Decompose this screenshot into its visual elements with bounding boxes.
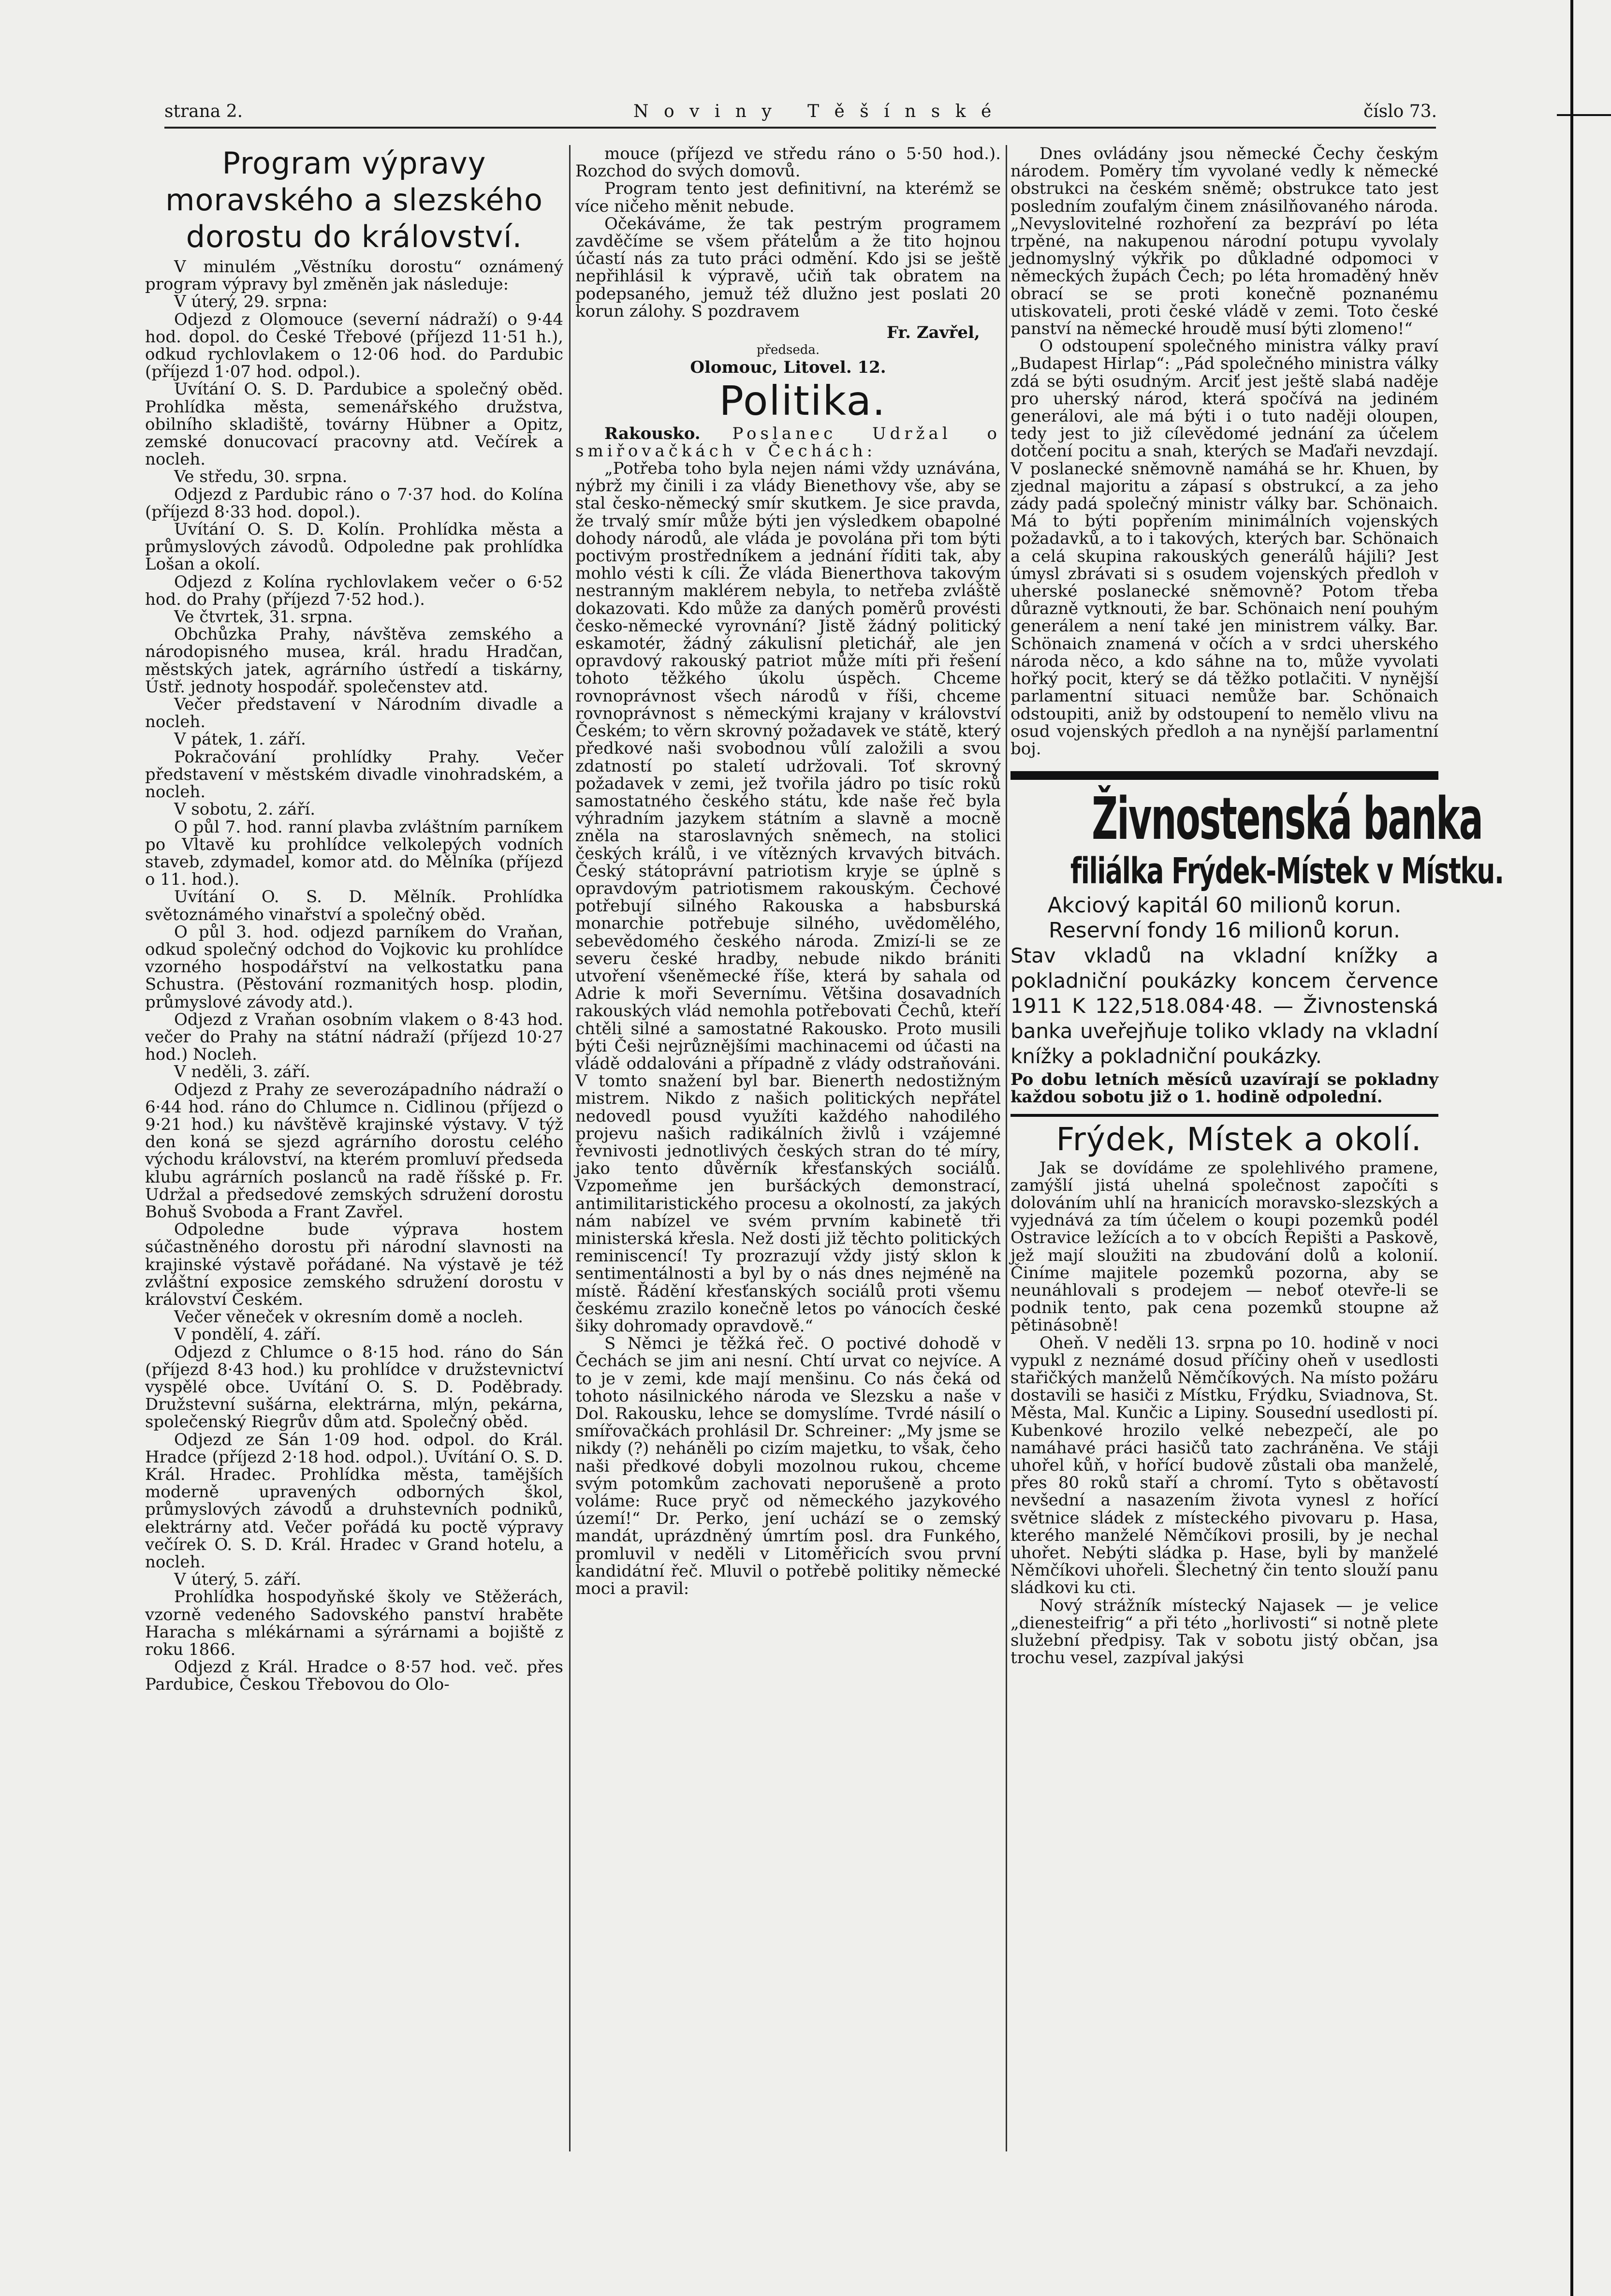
program-paragraph: Odjezd z Kolína rychlovlakem večer o 6·52 hod. do Prahy (příjezd 7·52 hod.). [145, 572, 563, 609]
program-paragraph: mouce (příjezd ve středu ráno o 5·50 hod.). Rozchod do svých domovů. [575, 144, 1001, 181]
program-paragraph: Uvítání O. S. D. Mělník. Prohlídka světoznámého vinařství a společný oběd. [145, 887, 563, 924]
page-number: strana 2. [164, 102, 243, 121]
program-paragraph: V úterý, 5. září. [174, 1570, 301, 1590]
section-title-frydek: Frýdek, Místek a okolí. [1056, 1120, 1422, 1158]
politika-body [575, 460, 1001, 1597]
program-paragraph: Ve čtvrtek, 31. srpna. [174, 607, 353, 627]
column-1 [145, 145, 563, 1694]
program-paragraph: V pátek, 1. září. [174, 730, 306, 749]
header-rule [164, 127, 1436, 129]
column-rule-2 [1006, 145, 1007, 2151]
politika-paragraph: „Potřeba toho byla nejen námi vždy uznávána, nýbrž my činili i za vlády Bienethovy vše, aby se stal česko-německý smír skutkem. Je sice pravda, že trvalý smír může býti jen výsledkem obapolné dohody národů, ale vláda je povolána při tom býti poctivým prostředníkem a jednání říditi tak, aby mohlo vésti k cíli. Že vláda Bienerthova takovým nestranným maklérem nebyla, to netřeba zvláště dokazovati. Kdo může za daných poměrů provésti česko-německé vyrovnání? Jistě žádný politický eskamotér, žádný zákulisní pletichář, ale jen opravdový rakouský patriot může míti při řešení tohoto těžkého úkolu úspěch. Chceme rovnoprávnost všech národů v říši, chceme rovnoprávnost s německými krajany v království Českém; to věrn skrovný požadavek ve státě, který předkové naši svobodnou vůlí založili a svou zdatností po staletí udržovali. Toť skrovný požadavek v zemi, jež tvořila jádro po tisíc roků samostatného českého státu, kde naše řeč byla výhradním jazykem státním a slavně a mocně zněla na staroslavných sněmech, na stolici českých králů, i ve vítězných krvavých bitvách. Český státoprávní patriotism kryje se úplně s opravdovým patriotismem rakouským. Čechové potřebují silného Rakouska a habsburská monarchie potřebuje silného, uvědomělého, sebevědomého českého národa. Zmizí-li se ze severu české hradby, nebude nikdo brániti utvoření všeněmecké říše, která by sahala od Adrie k moři Severnímu. Většina dosavadních rakouských vlád nemohla potřebovati Čechů, kteří chtěli silné a samostatné Rakousko. Proto musili býti Češi nejrůznějšími machinacemi od účasti na vládě oddalováni a případně z vlády odstraňováni. V tomto snažení byl bar. Bienerth nedostižným mistrem. Nikdo z našich politických nepřátel nedovedl pousd využíti každého nahodilého projevu našich radikálních živlů i vzájemné řevnivosti jednotlivých českých stran do té míry, jako tento důvěrník křesťanských sociálů. Vzpomeňme jen buršáckých demonstrací, antimilitaristického procesu a okolností, za jakých nám nabízel ve svém prvním kabinetě tři ministerská křesla. Než dosti již těchto politických reminiscencí! Ty prozrazují vždy jistý sklon k sentimentálnosti a byl by o nás dnes nejméně na místě. Řádění křesťanských sociálů proti všemu českému zrazilo konečně letos po vánocích české šiky dohromady opravdově.“ [575, 459, 1001, 1336]
program-paragraph: Odjezd z Chlumce o 8·15 hod. ráno do Sán (příjezd 8·43 hod.) ku prohlídce v družstevnictví vyspělé obce. Uvítání O. S. D. Poděbrady. Družstevní sušárna, elektrárna, mlýn, pekárna, společenský Riegrův dům atd. Společný oběd. [145, 1342, 563, 1432]
page-edge-bar [1570, 0, 1573, 2296]
program-paragraph: V sobotu, 2. září. [174, 800, 316, 819]
bank-deposits: Stav vkladů na vkladní knížky a pokladniční poukázky koncem července 1911 K 122,518.084·48. — Živnostenská banka uveřejňuje toliko vklady na vkladní knížky a pokladniční poukázky. [1011, 944, 1438, 1068]
frydek-paragraph: Oheň. V neděli 13. srpna po 10. hodině v noci vypukl z neznámé dosud příčiny oheň v usedlosti stařičkých manželů Němčíkových. Na místo požáru dostavili se hasiči z Místku, Frýdku, Sviadnova, St. Města, Mal. Kunčic a Lipiny. Sousední usedlosti pí. Kubenkové hrozilo velké nebezpečí, ale po namáhavé práci hasičů tato zachráněna. Ve stáji uhořel kůň, v hořící budově zůstali oba manželé, přes 80 roků staří a chromí. Tyto s obětavostí nevšední a nasazením života vynesl z hořící světnice sládek z místeckého pivovaru p. Hasa, kterého manželé Němčíkovi prosili, by je nechal uhořet. Nebýti sládka p. Hase, byli by manželé Němčíkovi uhořeli. Šlechetný čin tento slouží panu sládkovi ku cti. [1011, 1333, 1438, 1598]
bank-reserve: Reservní fondy 16 milionů korun. [1048, 918, 1400, 943]
program-paragraph: Odjezd z Prahy ze severozápadního nádraží o 6·44 hod. ráno do Chlumce n. Cidlinou (příjezd o 9·21 hod.) ku návštěvě krajinské výstavy. V týž den koná se sjezd agrárního dorostu celého východu království, na kterém promluví předseda klubu agrárních poslanců na radě říšské p. Fr. Udržal a předsedové zemských sdružení dorostu Bohuš Svoboda a Frant Zavřel. [145, 1080, 563, 1222]
program-paragraph: Pokračování prohlídky Prahy. Večer představení v městském divadle vinohradském, a nocleh. [145, 747, 563, 802]
program-paragraph: Večer představení v Národním divadle a nocleh. [145, 695, 563, 732]
section-title-politika: Politika. [719, 377, 886, 424]
bank-advertisement [1011, 771, 1504, 1116]
program-paragraph: V neděli, 3. září. [174, 1062, 310, 1082]
program-paragraph: Uvítání O. S. D. Pardubice a společný oběd. Prohlídka města, semenářského družstva, obilního skladiště, továrny Hübner a Opitz, zemské donucovací pracovny atd. Večírek a nocleh. [145, 380, 563, 469]
program-paragraph: Prohlídka hospodyňské školy ve Stěžerách, vzorně vedeného Sadovského panství hraběte Haracha s mlékárnami a sýrárnami a bojiště z roku 1866. [145, 1587, 563, 1660]
program-paragraph: Obchůzka Prahy, návštěva zemského a národopisného musea, král. hradu Hradčan, městských jatek, agrárního ústředí a tiskárny, Ústř. jednoty hospodář. společenstev atd. [145, 625, 563, 697]
signature-role: předseda. [756, 343, 820, 358]
program-paragraph: Uvítání O. S. D. Kolín. Prohlídka města a průmyslových závodů. Odpoledne pak prohlídka Lošan a okolí. [145, 520, 563, 574]
program-paragraph: Odjezd z Král. Hradce o 8·57 hod. več. přes Pardubice, Českou Třebovou do Olo- [145, 1657, 563, 1695]
program-paragraph: Večer věneček v okresním domě a nocleh. [174, 1307, 524, 1327]
edge-tick [1557, 114, 1611, 116]
program-paragraph: Odjezd ze Sán 1·09 hod. odpol. do Král. Hradce (příjezd 2·18 hod. odpol.). Uvítání O. S. D. Král. Hradec. Prohlídka města, tamějších moderně upravených odborných škol, průmyslových závodů a druhstevních podniků, elektrárny atd. Večer pořádá ku poctě výpravy večírek O. S. D. Král. Hradec v Grand hotelu, a nocleh. [145, 1430, 563, 1572]
program-paragraph: Odjezd z Olomouce (severní nádraží) o 9·44 hod. dopol. do České Třebové (příjezd 11·51 h.), odkud rychlovlakem o 12·06 hod. do Pardubic (příjezd 1·07 hod. odpol.). [145, 309, 563, 382]
column-2 [575, 145, 1001, 1597]
politika-paragraph: S Němci je těžká řeč. O poctivé dohodě v Čechách se jim ani nesní. Chtí urvat co nejvíce. A to je v zemi, kde mají menšinu. Co nás čeká od tohoto násilnického národa ve Slezsku a naše v Dol. Rakousku, lehce se domyslíme. Tvrdé násilí o smířovačkách prohlásil Dr. Schreiner: „My jsme se nikdy (?) neháněli po cizím majetku, to však, čeho naši předkové dobyli mozolnou rukou, chceme svým potomkům zachovati neporušeně a proto voláme: Ruce pryč od německého jazykového území!“ Dr. Perko, jení uchází se o zemský mandát, uprázdněný úmrtím posl. dra Funkého, promluvil v neděli v Litoměřicích svou první kandidátní řeč. Mluvil o potřebě politiky německé moci a pravil: [575, 1334, 1001, 1599]
program-body [145, 258, 563, 1694]
article-title-program: Program výpravy moravského a slezského dorostu do království. [165, 146, 543, 254]
politika-paragraph: O odstoupení společného ministra války praví „Budapest Hirlap“: „Pád společného ministra války zdá se býti osudným. Arciť jest ještě slabá naděje pro uherský národ, která spočívá na jediném generálovi, ale má býti i o tuto naději oloupen, tedy jest to již cílevědomé jednání za účelem dotčení pocitu a snah, kterých se Maďaři nevzdají. V poslanecké sněmovně namáhá se hr. Khuen, by zjednal majoritu a zápasí s obstrukcí, a za jeho zády padá společný ministr války bar. Schönaich. Má to býti popřením minimálních vojenských požadavků, a to i takových, kterých bar. Schönaich a celá skupina rakouských generálů hájili? Jest úmysl zbrávati si s osudem vojenských předloh v uherské poslanecké sněmovně? Potom třeba důrazně vytknouti, že bar. Schönaich není pouhým generálem a není také jen ministrem války. Bar. Schönaich znamená v očích a v srdci uherského národa něco, a kdo sáhne na to, může vyvolati hořký pocit, který se dá těžko potlačiti. V nynější parlamentní situaci nemůže bar. Schönaich odstoupiti, aniž by odstoupení to nemělo vlivu na osud vojenských předloh a na nynější parlamentní boj. [1011, 336, 1438, 759]
signature-place: Olomouc, Litovel. 12. [690, 358, 886, 378]
program-paragraph: O půl 3. hod. odjezd parníkem do Vraňan, odkud společný odchod do Vojkovic ku prohlídce vzorného hospodářství na velkostatku pana Schustra. (Pěstování rozmanitých hosp. plodin, průmyslové závody atd.). [145, 922, 563, 1012]
program-paragraph: V úterý, 29. srpna: [174, 292, 328, 312]
bank-title: Živnostenská banka [1092, 786, 1482, 853]
column-rule-1 [569, 145, 571, 2151]
program-continuation [575, 145, 1001, 320]
bank-branch: filiálka Frýdek-Místek v Místku. [1070, 850, 1504, 892]
program-paragraph: V minulém „Věstníku dorostu“ oznámený program výpravy byl změněn jak následuje: [145, 257, 563, 294]
bank-rule [1011, 1114, 1438, 1117]
politika-continuation [1011, 145, 1438, 758]
frydek-paragraph: Jak se dovídáme ze spolehlivého pramene, zamýšlí jistá uhelná společnost započíti s dolováním uhlí na hranicích moravsko-slezských a vyjednává za tím účelem o koupi pozemků podél Ostravice ležících a to v obcích Řepišti a Paskově, jež mají sloužiti na zbudování dolů a kolonií. Činíme majitele pozemků pozorna, aby se neunáhlovali s prodejem — neboť otevře-li se podnik tento, pak cena pozemků stoupne až pětinásobně! [1011, 1158, 1438, 1335]
frydek-paragraph: Nový strážník místecký Najasek — je velice „dienesteifrig“ a při této „horlivosti“ si notně plete služební předpisy. Tak v sobotu jistý občan, jsa trochu vesel, zazpíval jakýsi [1011, 1595, 1438, 1668]
program-paragraph: Odpoledne bude výprava hostem súčastněného dorostu při národní slavnosti na krajinské výstavě pořádané. Na výstavě je též zvláštní exposice zemského sdružení dorostu v království Českém. [145, 1220, 563, 1309]
bank-hours: Po dobu letních měsíců uzavírají se pokladny každou sobotu již o 1. hodině odpolední. [1011, 1070, 1438, 1107]
frydek-body [1011, 1159, 1438, 1667]
politika-paragraph: Dnes ovládány jsou německé Čechy českým národem. Poměry tím vyvolané vedly k německé obstrukci na českém sněmě; obstrukce tato jest posledním zoufalým činem znásilňovaného národa. „Nevyslovitelné rozhoření za bezpráví po léta trpěné, na nakupenou národní potupu vyvolaly jednomyslný výkřik po důkladné odpomoci v německých župách Čech; po léta hromaděný hněv obrací se se proti konečně poznanému utiskovateli, proti české vládě v zemi. Toto české panství na německé hroudě musí býti zlomeno!“ [1011, 144, 1438, 339]
program-paragraph: V pondělí, 4. září. [174, 1325, 322, 1345]
program-paragraph: Odjezd z Vraňan osobním vlakem o 8·43 hod. večer do Prahy na státní nádraží (příjezd 10·27 hod.) Nocleh. [145, 1009, 563, 1065]
issue-number: číslo 73. [1363, 102, 1437, 121]
program-paragraph: Odjezd z Pardubic ráno o 7·37 hod. do Kolína (příjezd 8·33 hod. dopol.). [145, 484, 563, 522]
signature: Fr. Zavřel, [886, 323, 980, 343]
column-3 [1011, 144, 1504, 1668]
politika-lead: Rakousko. Poslanec Udržal o smiřovačkách v Čechách: [575, 424, 1001, 461]
bank-capital: Akciový kapitál 60 milionů korun. [1047, 893, 1402, 918]
program-paragraph: Ve středu, 30. srpna. [174, 467, 348, 487]
program-paragraph: Očekáváme, že tak pestrým programem zavděčíme se všem přátelům a že tito hojnou účastí nás za tuto práci odmění. Kdo jsi se ještě nepřihlásil k výpravě, učiň tak obratem na podepsaného, jemuž též dlužno jest poslati 20 korun zálohy. S pozdravem [575, 214, 1001, 321]
program-paragraph: O půl 7. hod. ranní plavba zvláštním parníkem po Vltavě ku prohlídce velkolepých vodních staveb, zdymadel, komor atd. do Mělníka (příjezd o 11. hod.). [145, 817, 563, 890]
program-paragraph: Program tento jest definitivní, na kterémž se více ničeho měnit nebude. [575, 179, 1001, 216]
newspaper-title: N o v i n y T ě š í n s k é [633, 102, 996, 121]
